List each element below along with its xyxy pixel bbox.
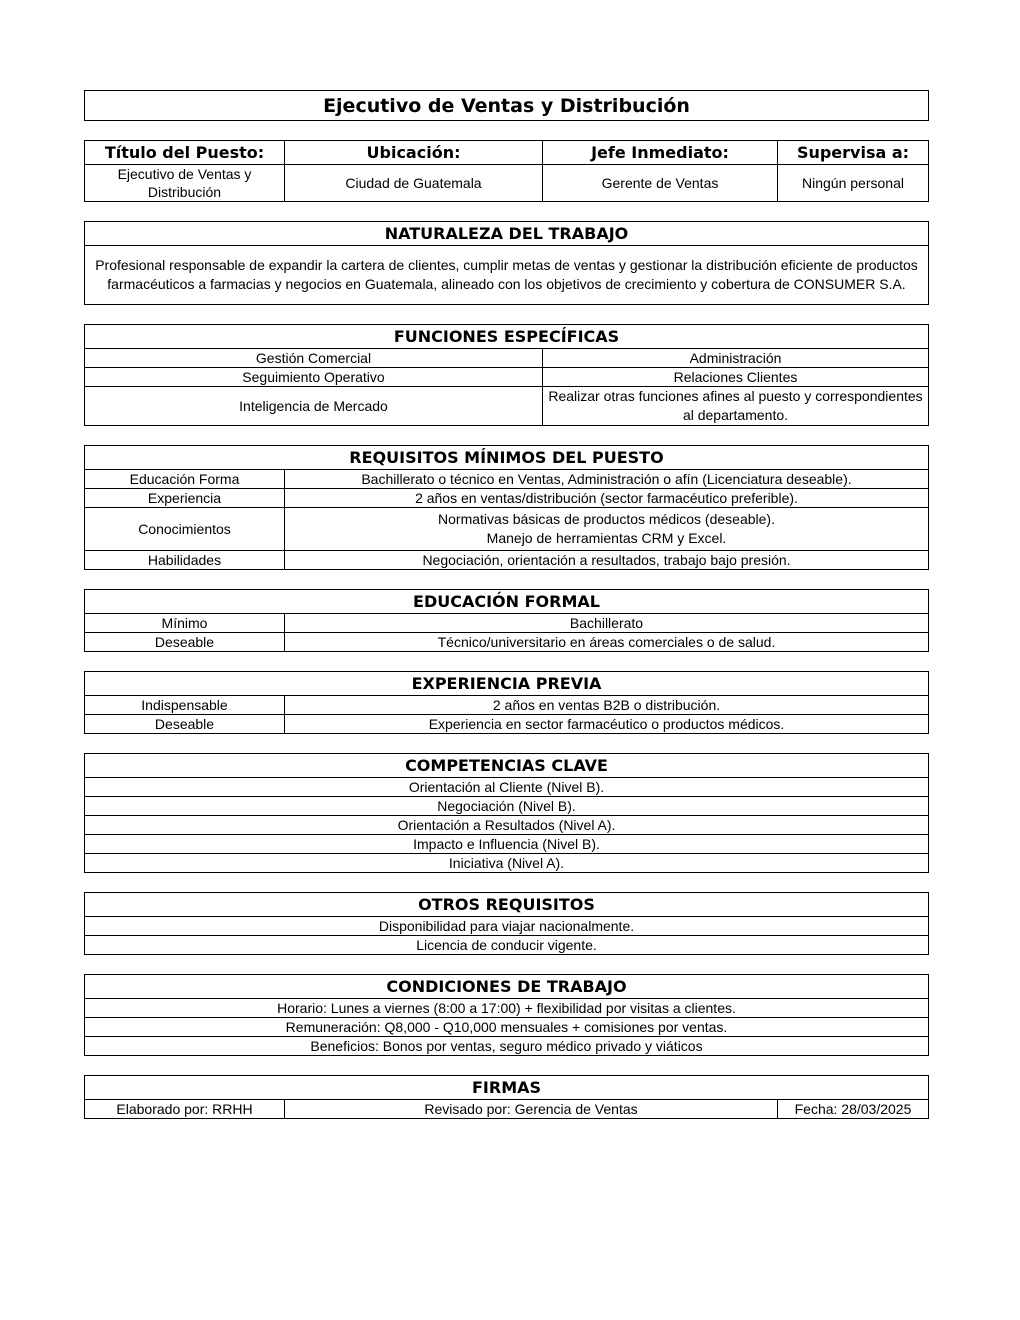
otro-requisito-item: Licencia de conducir vigente.: [85, 936, 929, 955]
table-row: [85, 368, 929, 387]
educacion-value: Bachillerato: [285, 614, 929, 633]
experiencia-value: 2 años en ventas B2B o distribución.: [285, 696, 929, 715]
table-row: [85, 633, 929, 652]
section-title-condiciones: CONDICIONES DE TRABAJO: [85, 975, 929, 999]
section-title-requisitos: REQUISITOS MÍNIMOS DEL PUESTO: [85, 446, 929, 470]
experiencia-label: Indispensable: [85, 696, 285, 715]
requisito-label: Experiencia: [85, 489, 285, 508]
table-row: [85, 696, 929, 715]
firma-fecha: Fecha: 28/03/2025: [778, 1100, 929, 1119]
document-title: Ejecutivo de Ventas y Distribución: [85, 91, 929, 121]
naturaleza-text: Profesional responsable de expandir la cartera de clientes, cumplir metas de ventas y gestionar la distribución eficiente de productos farmacéuticos a farmacias y negocios en Guatemala, alineado con los objetivos de crecimiento y cobertura de CONSUMER S.A.: [85, 246, 929, 305]
firma-elaborado: Elaborado por: RRHH: [85, 1100, 285, 1119]
requisito-value: [285, 508, 929, 551]
funcion-cell: Inteligencia de Mercado: [85, 387, 543, 426]
requisito-label: Conocimientos: [85, 508, 285, 551]
competencia-item: Iniciativa (Nivel A).: [85, 854, 929, 873]
value-jefe: Gerente de Ventas: [543, 165, 778, 202]
section-title-firmas: FIRMAS: [85, 1076, 929, 1100]
condicion-item: Horario: Lunes a viernes (8:00 a 17:00) + flexibilidad por visitas a clientes.: [85, 999, 929, 1018]
header-ubicacion: Ubicación:: [285, 141, 543, 165]
header-titulo: Título del Puesto:: [85, 141, 285, 165]
educacion-value: Técnico/universitario en áreas comerciales o de salud.: [285, 633, 929, 652]
table-row: [85, 508, 929, 551]
requisito-value: Bachillerato o técnico en Ventas, Administración o afín (Licenciatura deseable).: [285, 470, 929, 489]
funcion-cell: Realizar otras funciones afines al puesto y correspondientes al departamento.: [543, 387, 929, 426]
requisito-value: 2 años en ventas/distribución (sector farmacéutico preferible).: [285, 489, 929, 508]
funcion-cell: Gestión Comercial: [85, 349, 543, 368]
requisito-label: Educación Forma: [85, 470, 285, 489]
header-jefe: Jefe Inmediato:: [543, 141, 778, 165]
firmas-row: [85, 1100, 929, 1119]
section-title-otros: OTROS REQUISITOS: [85, 893, 929, 917]
requisito-value-line: Normativas básicas de productos médicos (deseable).: [438, 511, 775, 527]
funcion-cell: Administración: [543, 349, 929, 368]
competencia-item: Negociación (Nivel B).: [85, 797, 929, 816]
header-supervisa: Supervisa a:: [778, 141, 929, 165]
info-header-row: [85, 141, 929, 165]
title-row: [85, 91, 929, 121]
funcion-cell: Relaciones Clientes: [543, 368, 929, 387]
educacion-label: Deseable: [85, 633, 285, 652]
section-title-funciones: FUNCIONES ESPECÍFICAS: [85, 325, 929, 349]
requisito-value-line: Manejo de herramientas CRM y Excel.: [486, 530, 727, 546]
condicion-item: Beneficios: Bonos por ventas, seguro médico privado y viáticos: [85, 1037, 929, 1056]
experiencia-label: Deseable: [85, 715, 285, 734]
table-row: [85, 489, 929, 508]
requisito-label: Habilidades: [85, 551, 285, 570]
table-row: [85, 551, 929, 570]
table-row: [85, 387, 929, 426]
funcion-cell: Seguimiento Operativo: [85, 368, 543, 387]
competencia-item: Impacto e Influencia (Nivel B).: [85, 835, 929, 854]
value-ubicacion: Ciudad de Guatemala: [285, 165, 543, 202]
section-title-educacion: EDUCACIÓN FORMAL: [85, 590, 929, 614]
competencia-item: Orientación a Resultados (Nivel A).: [85, 816, 929, 835]
educacion-label: Mínimo: [85, 614, 285, 633]
info-value-row: [85, 165, 929, 202]
otro-requisito-item: Disponibilidad para viajar nacionalmente.: [85, 917, 929, 936]
requisito-value: Negociación, orientación a resultados, trabajo bajo presión.: [285, 551, 929, 570]
section-title-experiencia: EXPERIENCIA PREVIA: [85, 672, 929, 696]
table-row: [85, 470, 929, 489]
condicion-item: Remuneración: Q8,000 - Q10,000 mensuales + comisiones por ventas.: [85, 1018, 929, 1037]
table-row: [85, 349, 929, 368]
experiencia-value: Experiencia en sector farmacéutico o productos médicos.: [285, 715, 929, 734]
job-profile-sheet: [84, 90, 928, 1119]
competencia-item: Orientación al Cliente (Nivel B).: [85, 778, 929, 797]
section-title-competencias: COMPETENCIAS CLAVE: [85, 754, 929, 778]
firma-revisado: Revisado por: Gerencia de Ventas: [285, 1100, 778, 1119]
job-profile-table: [84, 90, 929, 1119]
table-row: [85, 614, 929, 633]
section-title-naturaleza: NATURALEZA DEL TRABAJO: [85, 222, 929, 246]
value-titulo: Ejecutivo de Ventas y Distribución: [85, 165, 285, 202]
table-row: [85, 715, 929, 734]
value-supervisa: Ningún personal: [778, 165, 929, 202]
